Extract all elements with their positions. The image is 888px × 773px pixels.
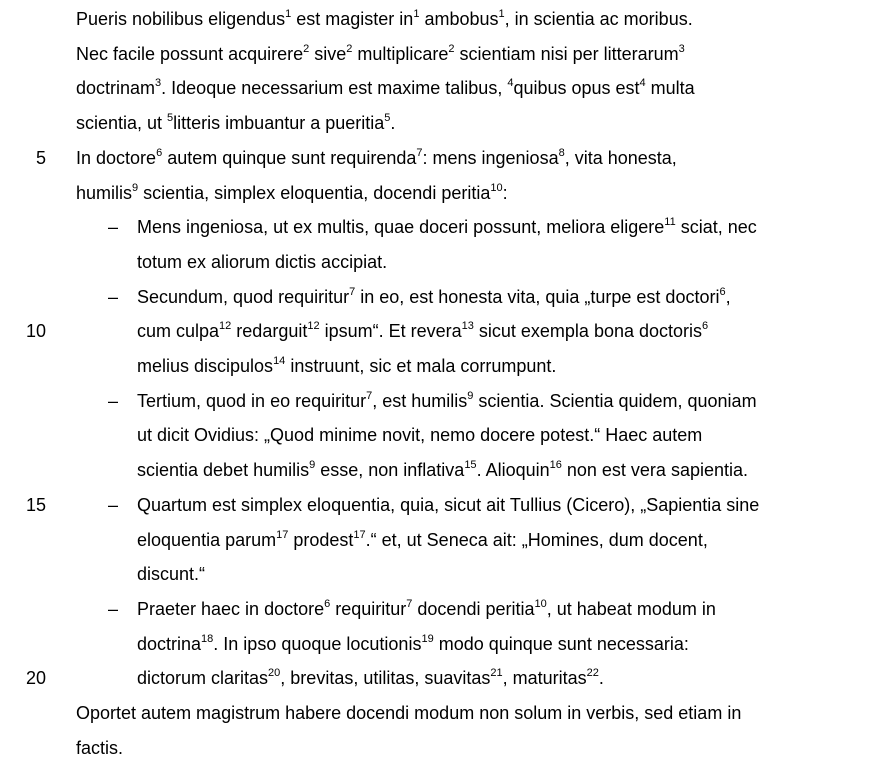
text-run: scientia, simplex eloquentia, docendi peritia bbox=[138, 182, 491, 203]
footnote-marker: 20 bbox=[268, 667, 281, 680]
text-line bbox=[76, 731, 123, 766]
text-run: scientiam nisi per litterarum bbox=[454, 43, 679, 64]
footnote-marker: 17 bbox=[353, 528, 366, 541]
text-line bbox=[137, 592, 716, 627]
text-run: , maturitas bbox=[502, 668, 587, 689]
text-run: humilis bbox=[76, 182, 133, 203]
text-run: Secundum, quod requiritur bbox=[137, 286, 350, 307]
text-run: . Alioquin bbox=[476, 460, 550, 481]
text-run: In doctore bbox=[76, 147, 157, 168]
text-run: Oportet autem magistrum habere docendi modum non solum in verbis, sed etiam in bbox=[76, 703, 742, 723]
text-line bbox=[76, 106, 395, 141]
text-line bbox=[76, 141, 677, 176]
footnote-marker: 11 bbox=[664, 216, 676, 229]
text-run: prodest bbox=[288, 529, 354, 550]
list-dash: – bbox=[108, 494, 119, 515]
text-run: scientia. Scientia quidem, quoniam bbox=[473, 390, 757, 411]
footnote-marker: 12 bbox=[307, 320, 320, 333]
text-run: doctrina bbox=[137, 633, 202, 654]
footnote-marker: 10 bbox=[490, 181, 503, 194]
text-run: eloquentia parum bbox=[137, 529, 277, 550]
footnote-marker: 13 bbox=[461, 320, 474, 333]
footnote-marker: 15 bbox=[464, 459, 477, 472]
line-number: 15 bbox=[25, 494, 46, 515]
text-run: , in scientia ac moribus. bbox=[504, 9, 693, 29]
footnote-marker: 18 bbox=[201, 632, 214, 645]
footnote-marker: 4 bbox=[507, 77, 514, 90]
footnote-marker: 16 bbox=[549, 459, 562, 472]
text-line bbox=[76, 176, 508, 211]
list-dash: – bbox=[108, 217, 119, 238]
footnote-marker: 10 bbox=[534, 597, 547, 610]
text-run: modo quinque sunt necessaria: bbox=[433, 633, 689, 654]
text-run: ut dicit Ovidius: „Quod minime novit, nemo docere potest.“ Haec autem bbox=[137, 425, 703, 446]
text-run: ipsum“. Et revera bbox=[319, 321, 462, 342]
text-run: . bbox=[598, 668, 604, 689]
footnote-marker: 7 bbox=[349, 285, 356, 298]
footnote-marker: 1 bbox=[285, 8, 292, 20]
footnote-marker: 5 bbox=[384, 112, 391, 125]
text-line bbox=[137, 453, 748, 488]
footnote-marker: 8 bbox=[558, 146, 565, 159]
text-run: est magister in bbox=[291, 9, 414, 29]
text-line bbox=[76, 696, 741, 731]
text-line bbox=[137, 557, 205, 592]
text-run: discunt.“ bbox=[137, 564, 206, 585]
text-run: . bbox=[390, 113, 396, 134]
text-run: litteris imbuantur a pueritia bbox=[173, 113, 385, 134]
text-run: multa bbox=[645, 78, 695, 99]
footnote-marker: 2 bbox=[303, 42, 310, 55]
footnote-marker: 19 bbox=[421, 632, 434, 645]
text-run: esse, non inflativa bbox=[315, 460, 465, 481]
footnote-marker: 22 bbox=[586, 667, 599, 680]
text-run: scientia debet humilis bbox=[137, 460, 310, 481]
footnote-marker: 6 bbox=[702, 320, 709, 333]
footnote-marker: 9 bbox=[132, 181, 139, 194]
text-line bbox=[137, 245, 387, 280]
line-number: 5 bbox=[35, 147, 46, 168]
text-run: sive bbox=[309, 43, 347, 64]
text-run: Praeter haec in doctore bbox=[137, 598, 325, 619]
text-run: requiritur bbox=[330, 598, 407, 619]
footnote-marker: 12 bbox=[219, 320, 232, 333]
text-run: sciat, nec bbox=[675, 217, 757, 238]
text-run: quibus opus est bbox=[513, 78, 640, 99]
footnote-marker: 3 bbox=[678, 42, 685, 55]
text-run: , ut habeat modum in bbox=[546, 598, 716, 619]
text-line bbox=[137, 210, 757, 245]
list-dash: – bbox=[108, 286, 119, 307]
text-line bbox=[137, 418, 702, 453]
footnote-marker: 6 bbox=[156, 146, 163, 159]
text-run: scientia, ut bbox=[76, 113, 168, 134]
line-number: 10 bbox=[25, 321, 46, 342]
footnote-marker: 5 bbox=[167, 112, 174, 125]
footnote-marker: 4 bbox=[639, 77, 646, 90]
list-dash: – bbox=[108, 598, 119, 619]
footnote-marker: 9 bbox=[467, 389, 474, 402]
text-run: : mens ingeniosa bbox=[422, 147, 559, 168]
text-line bbox=[137, 661, 604, 696]
text-run: Nec facile possunt acquirere bbox=[76, 43, 304, 64]
text-run: . Ideoque necessarium est maxime talibus, bbox=[161, 78, 508, 99]
text-run: docendi peritia bbox=[412, 598, 535, 619]
footnote-marker: 9 bbox=[309, 459, 316, 472]
text-run: factis. bbox=[76, 737, 124, 758]
text-run: , bbox=[725, 286, 731, 307]
footnote-marker: 6 bbox=[719, 285, 726, 298]
text-run: : bbox=[502, 182, 508, 203]
text-run: , brevitas, utilitas, suavitas bbox=[280, 668, 491, 689]
text-run: . In ipso quoque locutionis bbox=[213, 633, 422, 654]
text-line bbox=[137, 349, 556, 384]
text-run: Pueris nobilibus eligendus bbox=[76, 9, 286, 29]
text-line bbox=[137, 627, 689, 662]
footnote-marker: 6 bbox=[324, 597, 331, 610]
footnote-marker: 14 bbox=[273, 355, 286, 367]
footnote-marker: 1 bbox=[413, 8, 420, 20]
text-run: dictorum claritas bbox=[137, 668, 269, 689]
footnote-marker: 17 bbox=[276, 528, 289, 541]
text-run: autem quinque sunt requirenda bbox=[162, 147, 417, 168]
text-line bbox=[137, 384, 757, 419]
text-run: non est vera sapientia. bbox=[561, 460, 748, 481]
footnote-marker: 21 bbox=[490, 667, 503, 680]
footnote-marker: 7 bbox=[366, 389, 373, 402]
text-run: multiplicare bbox=[352, 43, 449, 64]
footnote-marker: 3 bbox=[155, 77, 162, 90]
footnote-marker: 2 bbox=[346, 42, 353, 55]
text-run: .“ et, ut Seneca ait: „Homines, dum docent, bbox=[365, 529, 708, 550]
text-line bbox=[76, 2, 693, 37]
text-run: sicut exempla bona doctoris bbox=[473, 321, 703, 342]
text-line bbox=[137, 280, 731, 315]
text-line bbox=[76, 37, 685, 72]
line-number: 20 bbox=[25, 668, 46, 689]
list-dash: – bbox=[108, 390, 119, 411]
text-run: Tertium, quod in eo requiritur bbox=[137, 390, 367, 411]
footnote-marker: 7 bbox=[416, 146, 423, 159]
text-line bbox=[76, 71, 695, 106]
text-run: Mens ingeniosa, ut ex multis, quae doceri possunt, meliora eligere bbox=[137, 217, 665, 238]
text-run: doctrinam bbox=[76, 78, 156, 99]
text-run: melius discipulos bbox=[137, 356, 274, 376]
text-line bbox=[137, 523, 708, 558]
text-run: , vita honesta, bbox=[564, 147, 677, 168]
text-run: cum culpa bbox=[137, 321, 220, 342]
footnote-marker: 1 bbox=[498, 8, 505, 20]
text-run: totum ex aliorum dictis accipiat. bbox=[137, 251, 388, 272]
text-line bbox=[137, 314, 708, 349]
footnote-marker: 2 bbox=[448, 42, 455, 55]
text-run: redarguit bbox=[231, 321, 308, 342]
text-run: instruunt, sic et mala corrumpunt. bbox=[285, 356, 557, 376]
text-run: Quartum est simplex eloquentia, quia, sicut ait Tullius (Cicero), „Sapientia sine bbox=[137, 494, 760, 515]
text-run: in eo, est honesta vita, quia „turpe est doctori bbox=[355, 286, 720, 307]
text-run: ambobus bbox=[419, 9, 499, 29]
text-run: , est humilis bbox=[372, 390, 468, 411]
footnote-marker: 7 bbox=[406, 597, 413, 610]
text-line bbox=[137, 488, 759, 523]
